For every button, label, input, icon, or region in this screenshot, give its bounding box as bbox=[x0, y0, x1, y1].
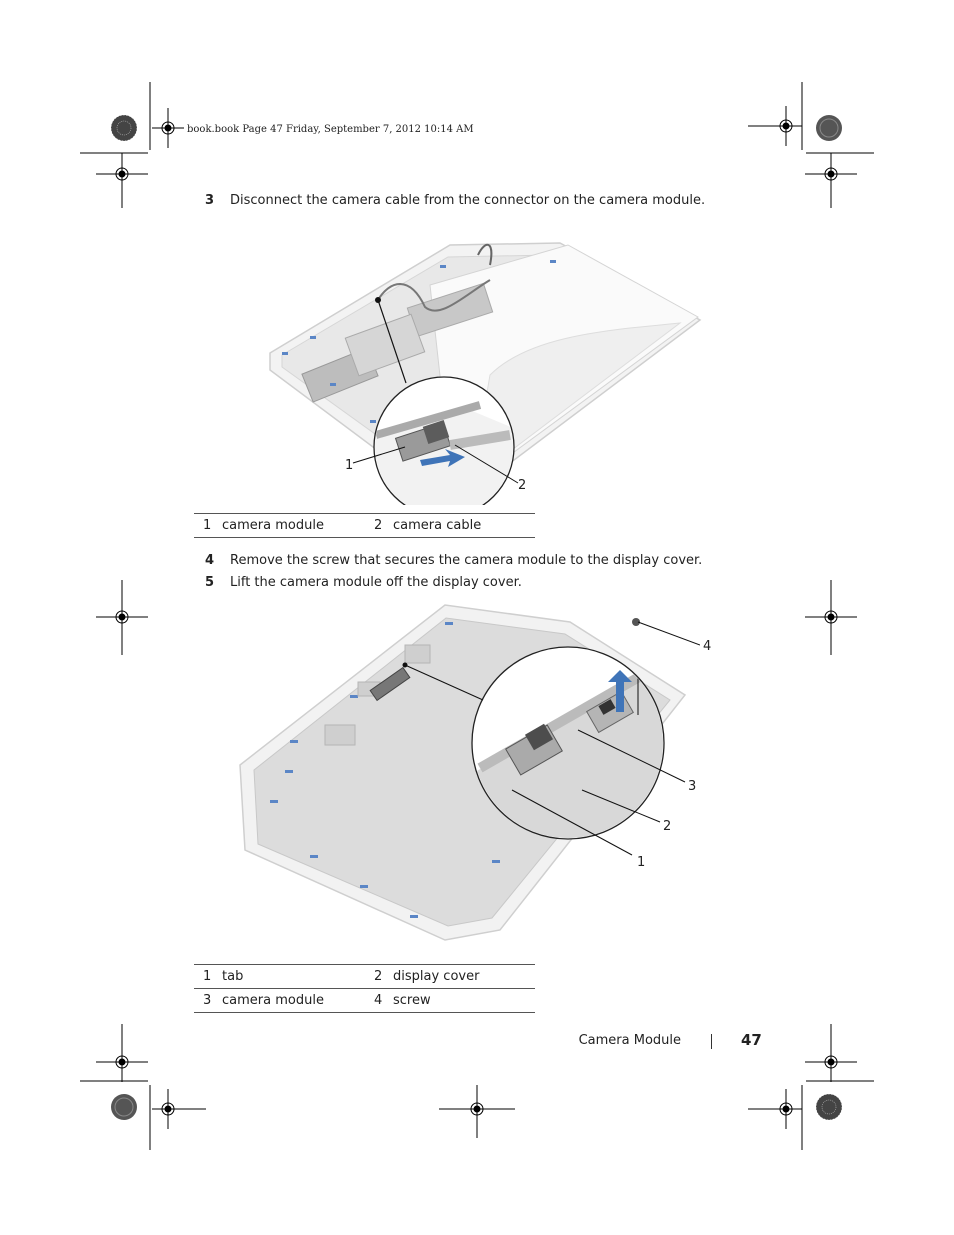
table-row bbox=[194, 965, 535, 989]
callout-3: 3 bbox=[688, 779, 697, 794]
legend-label: screw bbox=[393, 993, 431, 1008]
figure-camera-module-illustration bbox=[230, 600, 700, 945]
step-4 bbox=[205, 553, 702, 568]
step-number: 4 bbox=[205, 553, 215, 568]
legend-table-figure-2 bbox=[194, 964, 535, 1013]
step-text: Remove the screw that secures the camera module to the display cover. bbox=[230, 553, 703, 568]
footer-divider bbox=[711, 1034, 712, 1049]
legend-label: display cover bbox=[393, 969, 480, 984]
step-text: Lift the camera module off the display cover. bbox=[230, 575, 522, 590]
step-number: 3 bbox=[205, 193, 215, 208]
starburst-left-bottom-icon bbox=[111, 1094, 137, 1120]
print-header-stamp: book.book Page 47 Friday, September 7, 2012 10:14 AM bbox=[187, 124, 474, 135]
callout-1: 1 bbox=[345, 458, 354, 473]
legend-number: 4 bbox=[374, 993, 383, 1008]
starburst-right-bottom-icon bbox=[816, 1094, 842, 1120]
legend-number: 2 bbox=[374, 969, 383, 984]
footer-chapter-title: Camera Module bbox=[578, 1033, 681, 1048]
figure-camera-cable-illustration bbox=[250, 235, 710, 505]
callout-2: 2 bbox=[663, 819, 672, 834]
callout-4: 4 bbox=[703, 639, 712, 654]
step-5 bbox=[205, 575, 522, 590]
starburst-right-top-icon bbox=[816, 115, 842, 141]
callout-1: 1 bbox=[637, 855, 646, 870]
legend-number: 2 bbox=[374, 518, 383, 533]
legend-number: 1 bbox=[203, 518, 212, 533]
legend-label: camera module bbox=[222, 993, 324, 1008]
legend-label: tab bbox=[222, 969, 244, 984]
step-3 bbox=[205, 193, 705, 208]
callout-2: 2 bbox=[518, 478, 527, 493]
step-number: 5 bbox=[205, 575, 215, 590]
starburst-left-top-icon bbox=[111, 115, 137, 141]
table-row bbox=[194, 514, 535, 538]
step-text: Disconnect the camera cable from the connector on the camera module. bbox=[230, 193, 706, 208]
legend-table-figure-1 bbox=[194, 513, 535, 538]
legend-number: 3 bbox=[203, 993, 212, 1008]
table-row bbox=[194, 989, 535, 1013]
page-number: 47 bbox=[741, 1031, 762, 1049]
legend-label: camera module bbox=[222, 518, 324, 533]
legend-number: 1 bbox=[203, 969, 212, 984]
legend-label: camera cable bbox=[393, 518, 482, 533]
